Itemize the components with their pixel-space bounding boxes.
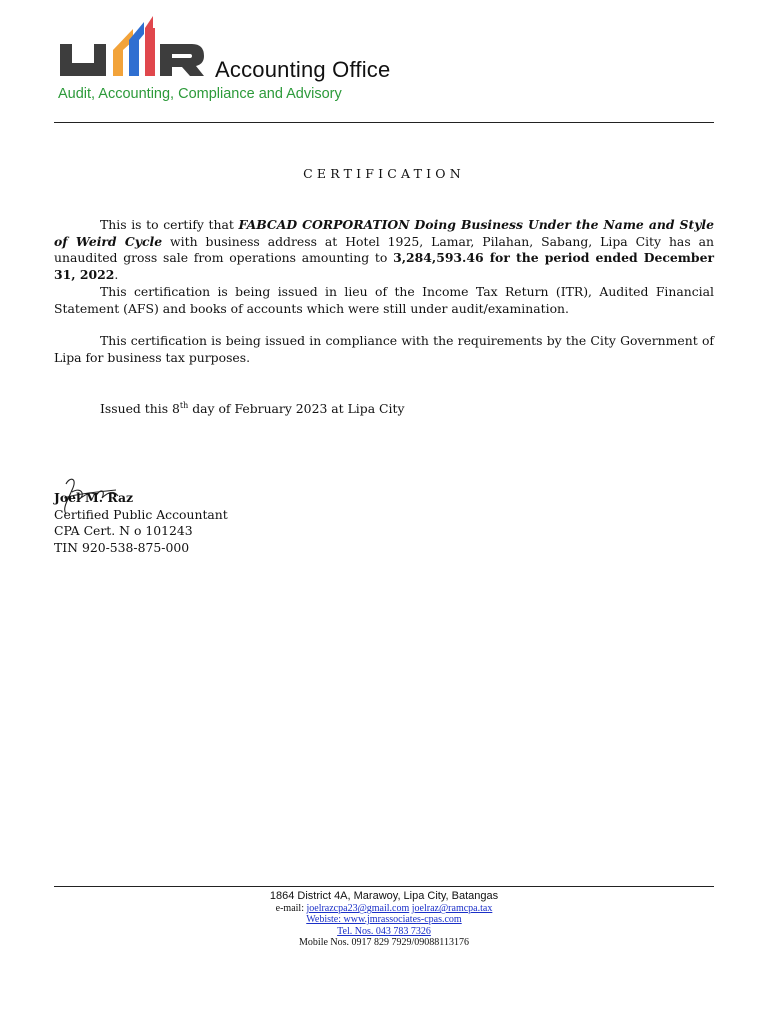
p1-end: . — [114, 266, 119, 282]
company-name: FABCAD CORPORATION Doing Business Under the Name and Style of Weird Cycle — [54, 217, 714, 249]
certification-paragraph — [54, 217, 714, 283]
telephone-link[interactable]: Tel. Nos. 043 783 7326 — [337, 925, 431, 937]
issued-prefix: Issued this 8 — [100, 401, 180, 417]
cpa-cert-number: CPA Cert. N o 101243 — [54, 523, 193, 538]
footer — [0, 889, 768, 948]
company-tagline: Audit, Accounting, Compliance and Advisory — [58, 86, 342, 102]
p1-mid: with business address at Hotel 1925, Lamar, Pilahan, Sabang, Lipa City has an unaudited gross sale from operations amounting to — [54, 233, 714, 265]
signatory-name: Joel M. Raz — [54, 490, 134, 505]
issued-ordinal: th — [179, 401, 189, 410]
email-label: e-mail: — [275, 903, 307, 914]
footer-email-line — [0, 903, 768, 914]
lieu-paragraph — [54, 284, 714, 317]
website-link[interactable]: Webiste: www.jmrassociates-cpas.com — [306, 914, 462, 926]
signatory-block — [54, 490, 228, 556]
email-link-1[interactable]: joelrazcpa23@gmail.com — [306, 903, 410, 914]
company-logo — [58, 14, 418, 106]
lieu-text: This certification is being issued in lieu of the Income Tax Return (ITR), Audited Financial Statement (AFS) and books of accounts which were still under audit/examination. — [54, 284, 714, 316]
tin-number: TIN 920-538-875-000 — [54, 539, 190, 555]
purpose-text: This certification is being issued in compliance with the requirements by the City Government of Lipa for business tax purposes. — [54, 333, 714, 365]
footer-address: 1864 District 4A, Marawoy, Lipa City, Batangas — [269, 890, 499, 902]
header-divider — [54, 122, 714, 123]
footer-divider — [54, 886, 714, 887]
jmr-logo-icon — [58, 14, 208, 80]
email-link-2[interactable]: joelraz@ramcpa.tax — [411, 903, 493, 914]
purpose-paragraph — [54, 333, 714, 366]
gross-sales-amount: 3,284,593.46 for the period ended December 31, 2022 — [54, 250, 714, 282]
signatory-position: Certified Public Accountant — [54, 506, 228, 522]
issued-suffix: day of February 2023 at Lipa City — [188, 401, 405, 417]
mobile-numbers: Mobile Nos. 0917 829 7929/09088113176 — [299, 936, 469, 948]
p1-intro: This is to certify that — [100, 217, 239, 232]
office-name: Accounting Office — [215, 57, 391, 82]
document-title: CERTIFICATION — [303, 166, 465, 181]
issued-paragraph — [54, 398, 714, 418]
